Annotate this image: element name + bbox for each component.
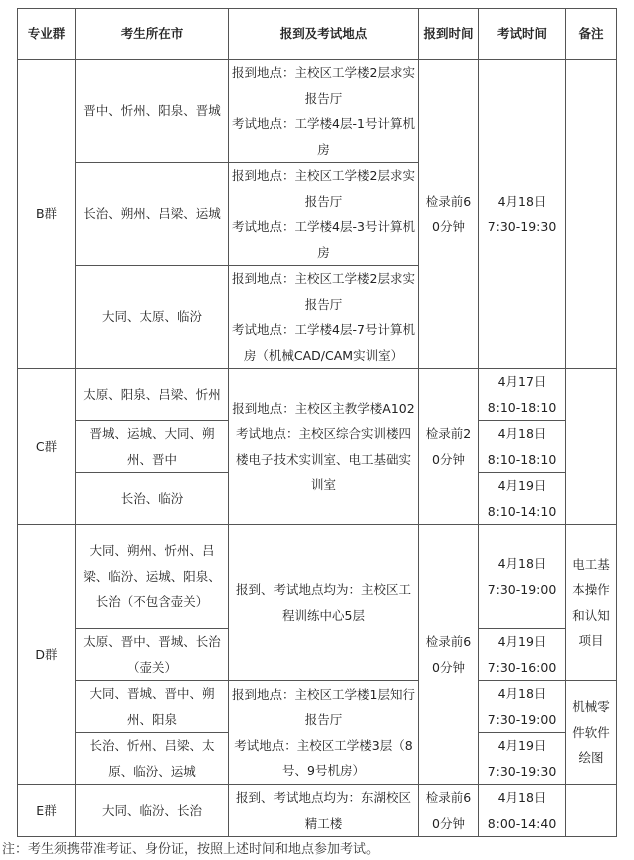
header-checkin-time: 报到时间 [419, 9, 479, 60]
table-row [18, 369, 617, 421]
time-cell: 4月18日 8:10-18:10 [479, 421, 566, 473]
city-cell: 大同、太原、临汾 [76, 266, 229, 369]
city-cell: 太原、阳泉、吕梁、忻州 [76, 369, 229, 421]
time-cell: 4月17日 8:10-18:10 [479, 369, 566, 421]
table-row [18, 525, 617, 629]
location-cell-c: 报到地点：主校区主教学楼A102 考试地点：主校区综合实训楼四楼电子技术实训室、电工基础实训室 [229, 369, 419, 525]
remark-cell-b [566, 60, 617, 369]
city-cell: 太原、晋中、晋城、长治（壶关） [76, 629, 229, 681]
checkin-cell-e: 检录前60分钟 [419, 785, 479, 837]
table-row [18, 60, 617, 163]
checkin-cell-c: 检录前20分钟 [419, 369, 479, 525]
remark-cell-e [566, 785, 617, 837]
exam-schedule-table [17, 8, 617, 837]
header-remark: 备注 [566, 9, 617, 60]
city-cell: 长治、朔州、吕梁、运城 [76, 163, 229, 266]
location-cell: 报到地点：主校区工学楼2层求实报告厅 考试地点：工学楼4层-7号计算机房（机械CAD/CAM实训室） [229, 266, 419, 369]
checkin-cell-b: 检录前60分钟 [419, 60, 479, 369]
table-row [18, 681, 617, 733]
remark-cell-d-a: 电工基本操作和认知项目 [566, 525, 617, 681]
time-cell: 4月19日 7:30-19:30 [479, 733, 566, 785]
header-exam-time: 考试时间 [479, 9, 566, 60]
group-cell-b: B群 [18, 60, 76, 369]
city-cell: 长治、临汾 [76, 473, 229, 525]
location-cell: 报到地点：主校区工学楼2层求实报告厅 考试地点：工学楼4层-1号计算机房 [229, 60, 419, 163]
header-group: 专业群 [18, 9, 76, 60]
header-row [18, 9, 617, 60]
remark-cell-c [566, 369, 617, 525]
time-cell-b: 4月18日 7:30-19:30 [479, 60, 566, 369]
time-cell: 4月18日 7:30-19:00 [479, 525, 566, 629]
city-cell: 大同、临汾、长治 [76, 785, 229, 837]
location-cell: 报到地点：主校区工学楼2层求实报告厅 考试地点：工学楼4层-3号计算机房 [229, 163, 419, 266]
time-cell: 4月18日 7:30-19:00 [479, 681, 566, 733]
footer-note: 注：考生须携带准考证、身份证，按照上述时间和地点参加考试。 [2, 842, 380, 857]
group-cell-e: E群 [18, 785, 76, 837]
header-city: 考生所在市 [76, 9, 229, 60]
location-cell-d-b: 报到地点：主校区工学楼1层知行报告厅 考试地点：主校区工学楼3层（8号、9号机房） [229, 681, 419, 785]
location-cell-e: 报到、考试地点均为：东湖校区精工楼 [229, 785, 419, 837]
city-cell: 长治、忻州、吕梁、太原、临汾、运城 [76, 733, 229, 785]
location-cell-d-a: 报到、考试地点均为：主校区工程训练中心5层 [229, 525, 419, 681]
checkin-cell-d: 检录前60分钟 [419, 525, 479, 785]
time-cell-e: 4月18日 8:00-14:40 [479, 785, 566, 837]
group-cell-d: D群 [18, 525, 76, 785]
table-row [18, 785, 617, 837]
time-cell: 4月19日 7:30-16:00 [479, 629, 566, 681]
group-cell-c: C群 [18, 369, 76, 525]
city-cell: 大同、晋城、晋中、朔州、阳泉 [76, 681, 229, 733]
header-location: 报到及考试地点 [229, 9, 419, 60]
city-cell: 晋中、忻州、阳泉、晋城 [76, 60, 229, 163]
time-cell: 4月19日 8:10-14:10 [479, 473, 566, 525]
city-cell: 大同、朔州、忻州、吕梁、临汾、运城、阳泉、长治（不包含壶关） [76, 525, 229, 629]
city-cell: 晋城、运城、大同、朔州、晋中 [76, 421, 229, 473]
remark-cell-d-b: 机械零件软件绘图 [566, 681, 617, 785]
